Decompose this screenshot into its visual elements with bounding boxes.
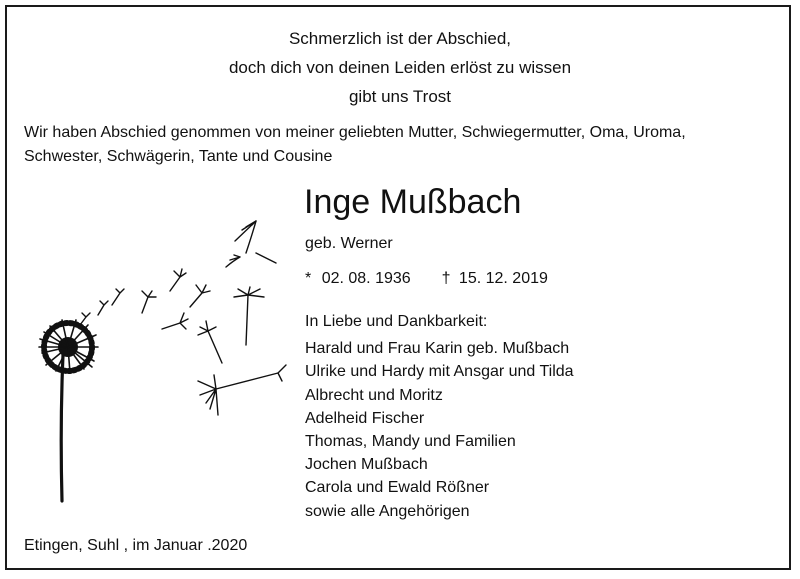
survivors-list bbox=[305, 310, 574, 523]
survivor-name: Ulrike und Hardy mit Ansgar und Tilda bbox=[305, 363, 574, 381]
deceased-name: Inge Mußbach bbox=[304, 183, 522, 221]
maiden-name: geb. Werner bbox=[305, 235, 393, 252]
death-date: 15. 12. 2019 bbox=[458, 270, 548, 287]
motto-line: gibt uns Trost bbox=[348, 87, 452, 106]
motto-line: doch dich von deinen Leiden erlöst zu wissen bbox=[228, 58, 572, 77]
dandelion-icon bbox=[20, 205, 290, 505]
intro-line: Wir haben Abschied genommen von meiner geliebten Mutter, Schwiegermutter, Oma, Uroma, bbox=[24, 124, 686, 141]
survivor-name: Albrecht und Moritz bbox=[305, 386, 443, 404]
life-dates bbox=[305, 267, 548, 291]
birth-symbol: * bbox=[305, 270, 312, 287]
motto bbox=[0, 24, 800, 111]
motto-line: Schmerzlich ist der Abschied, bbox=[288, 29, 512, 48]
survivor-name: Thomas, Mandy und Familien bbox=[305, 433, 516, 451]
survivor-name: sowie alle Angehörigen bbox=[305, 502, 470, 520]
birth-date: 02. 08. 1936 bbox=[321, 270, 411, 287]
intro-line: Schwester, Schwägerin, Tante und Cousine bbox=[24, 148, 333, 165]
intro-text bbox=[24, 121, 784, 169]
survivor-name: Jochen Mußbach bbox=[305, 456, 428, 474]
survivor-name: Carola und Ewald Rößner bbox=[305, 479, 490, 497]
survivors-intro: In Liebe und Dankbarkeit: bbox=[305, 313, 488, 330]
death-symbol: † bbox=[441, 270, 451, 287]
survivor-name: Harald und Frau Karin geb. Mußbach bbox=[305, 340, 570, 358]
survivor-name: Adelheid Fischer bbox=[305, 409, 425, 427]
place-date: Etingen, Suhl , im Januar .2020 bbox=[24, 537, 248, 554]
